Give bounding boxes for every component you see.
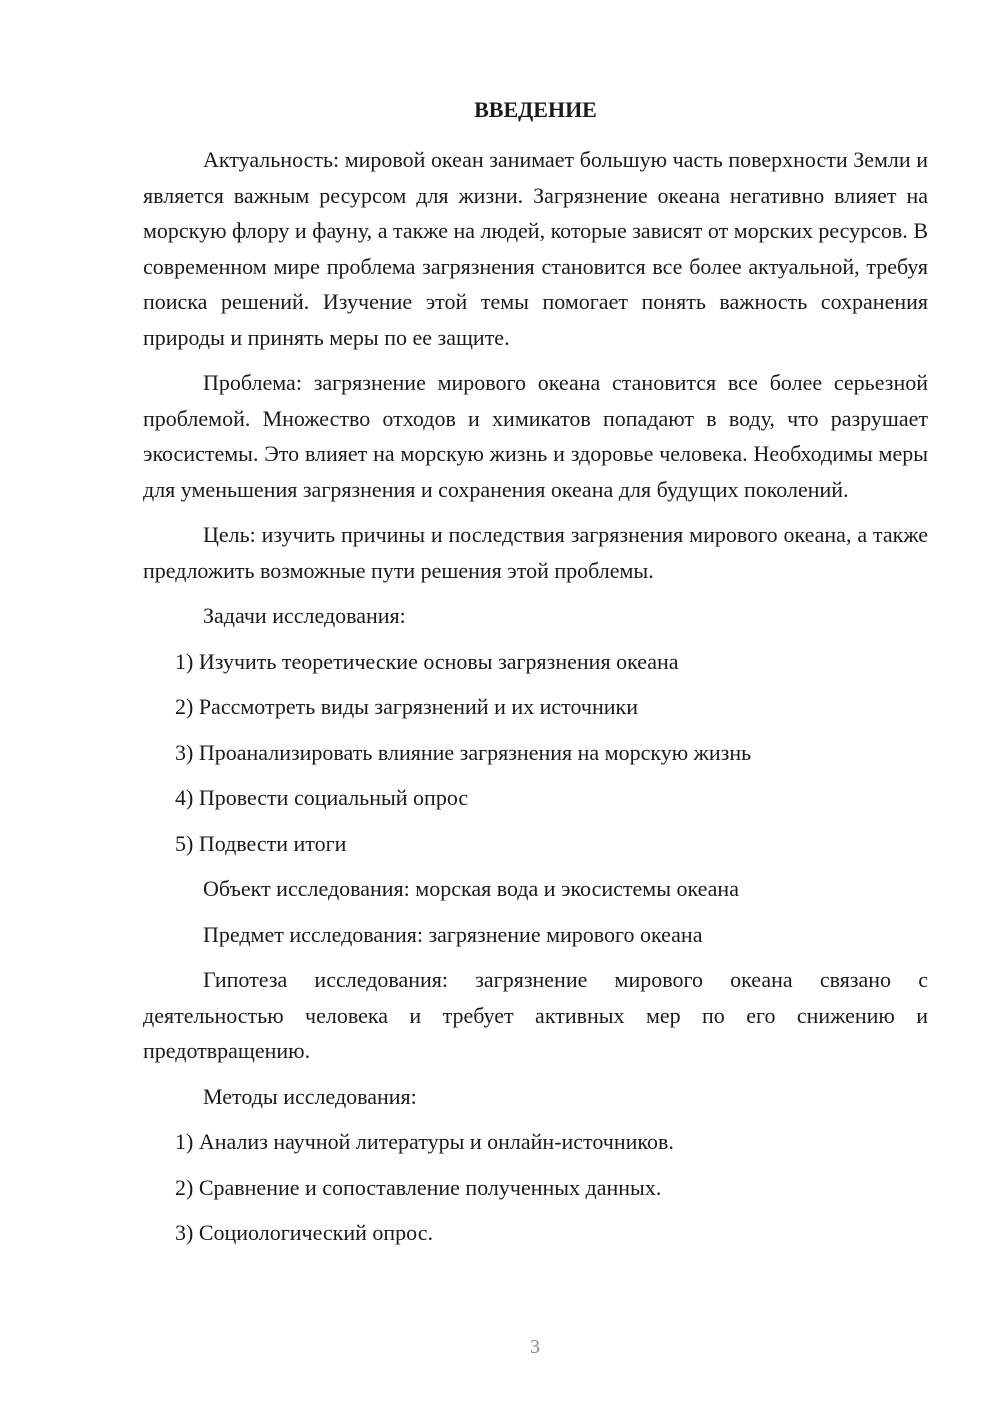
research-subject: Предмет исследования: загрязнение мирового океана: [203, 921, 703, 947]
task-item: 4) Провести социальный опрос: [175, 785, 469, 810]
methods-heading: Методы исследования:: [203, 1083, 417, 1109]
relevance-paragraph: Актуальность: мировой океан занимает большую часть поверхности Земли и является важным ресурсом для жизни. Загрязнение океана негативно влияет на морскую флору и фауну, а также на людей, которые зависят от морских ресурсов. В современном мире проблема загрязнения становится все более актуальной, требуя поиска решений. Изучение этой темы помогает понять важность сохранения природы и принять меры по ее защите.: [143, 147, 928, 350]
task-item: 1) Изучить теоретические основы загрязнения океана: [175, 648, 679, 674]
problem-paragraph: Проблема: загрязнение мирового океана становится все более серьезной проблемой. Множество отходов и химикатов попадают в воду, что разрушает экосистемы. Это влияет на морскую жизнь и здоровье человека. Необходимы меры для уменьшения загрязнения и сохранения океана для будущих поколений.: [143, 370, 928, 502]
method-item: 2) Сравнение и сопоставление полученных данных.: [175, 1174, 662, 1200]
research-object: Объект исследования: морская вода и экосистемы океана: [203, 876, 739, 901]
document-page: [143, 92, 928, 1261]
task-item: 5) Подвести итоги: [175, 830, 347, 856]
method-item: 3) Социологический опрос.: [175, 1220, 433, 1245]
tasks-heading: Задачи исследования:: [203, 603, 406, 628]
hypothesis-paragraph: Гипотеза исследования: загрязнение мирового океана связано с деятельностью человека и требует активных мер по его снижению и предотвращению.: [143, 967, 928, 1063]
goal-paragraph: Цель: изучить причины и последствия загрязнения мирового океана, а также предложить возможные пути решения этой проблемы.: [143, 522, 928, 583]
method-item: 1) Анализ научной литературы и онлайн-источников.: [175, 1129, 674, 1154]
page-number: 3: [530, 1336, 540, 1358]
task-item: 3) Проанализировать влияние загрязнения на морскую жизнь: [175, 739, 752, 765]
section-title: ВВЕДЕНИЕ: [474, 97, 597, 122]
task-item: 2) Рассмотреть виды загрязнений и их источники: [175, 694, 638, 719]
